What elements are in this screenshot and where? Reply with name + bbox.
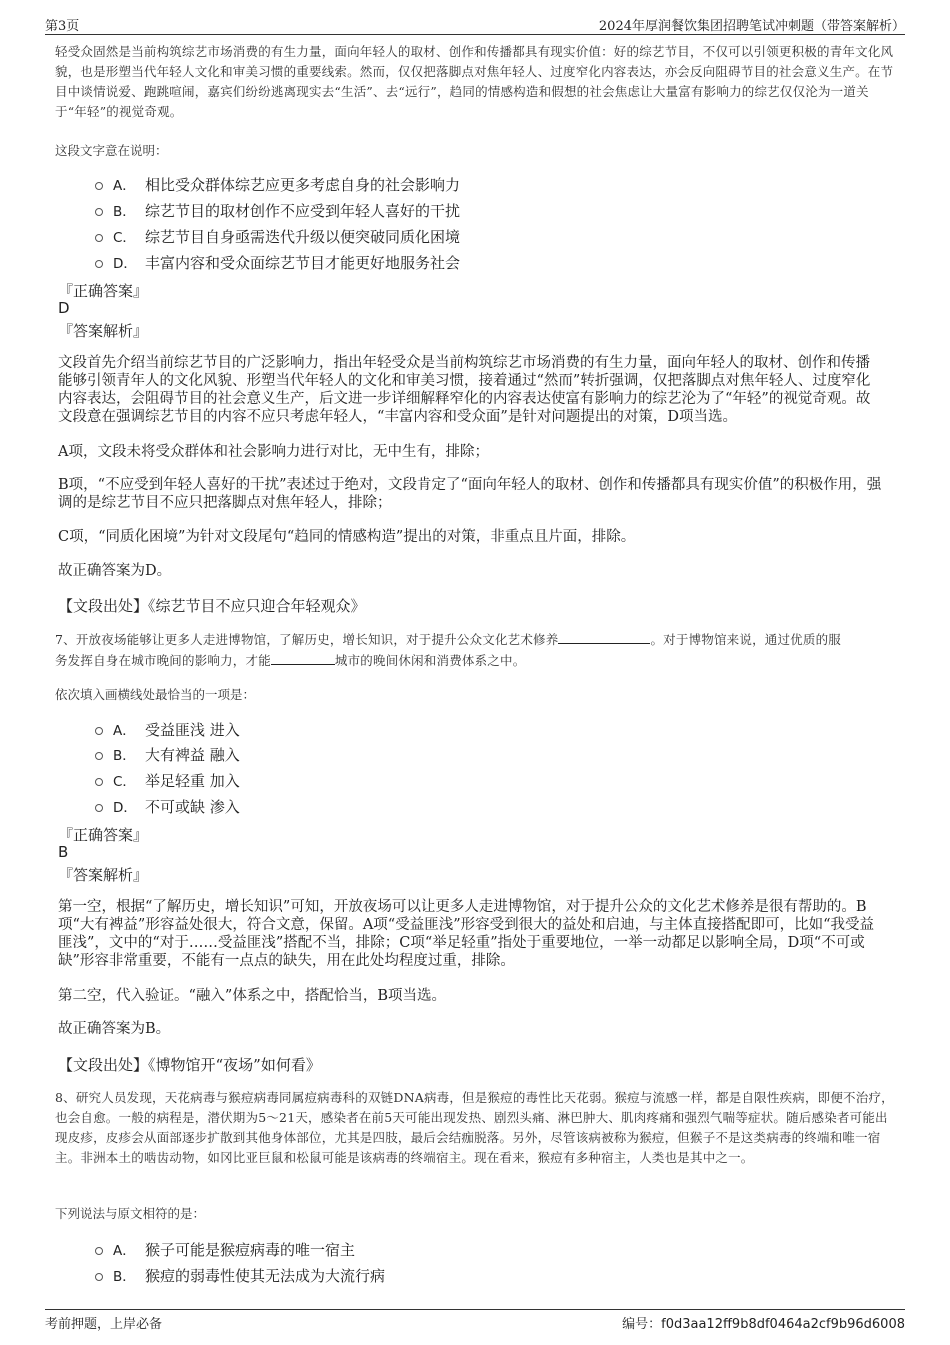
option-key: C． (113, 230, 136, 246)
option-key: A． (113, 178, 136, 194)
code-label: 编号： (622, 1317, 662, 1332)
q7-option-a[interactable] (95, 718, 240, 740)
q7-analysis-para: 故正确答案为B。 (58, 1021, 171, 1037)
source-label: 【文段出处】 (58, 597, 149, 615)
q7-question: 依次填入画横线处最恰当的一项是： (55, 687, 256, 702)
q7-stem-part: 。对于博物馆来说，通过优质的服 (650, 632, 841, 647)
q6-option-d[interactable] (95, 251, 460, 273)
document-title: 2024年厚润餐饮集团招聘笔试冲刺题（带答案解析） (598, 19, 905, 34)
radio-icon[interactable] (95, 804, 103, 812)
radio-icon[interactable] (95, 234, 103, 242)
q6-passage: 轻受众固然是当前构筑综艺市场消费的有生力量，面向年轻人的取材、创作和传播都具有现实价值：好的综艺节目，不仅可以引领更积极的青年文化风貌，也是形塑当代年轻人文化和审美习惯的重要线索。然而，仅仅把落脚点对焦年轻人、过度窄化内容表达，亦会反向阻碍节目的社会意义生产。在节目中谈情说爱、跑跳喧闹，嘉宾们纷纷逃离现实去“生活”、去“远行”，趋同的情感构造和假想的社会焦虑让大量富有影响力的综艺仅仅沦为一道关于“年轻”的视觉奇观。 (55, 44, 894, 119)
q6-option-b[interactable] (95, 199, 460, 221)
radio-icon[interactable] (95, 208, 103, 216)
radio-icon[interactable] (95, 182, 103, 190)
radio-icon[interactable] (95, 260, 103, 268)
option-text: 不可或缺 渗入 (145, 797, 240, 816)
q7-option-c[interactable] (95, 769, 240, 791)
option-text: 受益匪浅 进入 (145, 720, 240, 739)
q8-passage: 8、研究人员发现，天花病毒与猴痘病毒同属痘病毒科的双链DNA病毒，但是猴痘的毒性比天花弱。猴痘与流感一样，都是自限性疾病，即便不治疗，也会自愈。一般的病程是，潜伏期为5～21天，感染者在前5天可能出现发热、剧烈头痛、淋巴肿大、肌肉疼痛和强烈气喘等症状。随后感染者可能出现皮疹，皮疹会从面部逐步扩散到其他身体部位，尤其是四肢，最后会结痂脱落。另外，尽管该病被称为猴痘，但猴子不是这类病毒的终端和唯一宿主。非洲本土的啮齿动物，如冈比亚巨鼠和松鼠可能是该病毒的终端宿主。现在看来，猴痘有多种宿主，人类也是其中之一。 (55, 1090, 894, 1165)
q7-stem (55, 629, 895, 671)
q6-source (58, 595, 366, 616)
radio-icon[interactable] (95, 752, 103, 760)
page-header (45, 12, 905, 34)
option-key: B． (113, 748, 136, 764)
q7-stem-part: 城市的晚间休闲和消费体系之中。 (334, 653, 526, 668)
q7-stem-part: 7、开放夜场能够让更多人走进博物馆，了解历史，增长知识，对于提升公众文化艺术修养 (55, 632, 559, 647)
option-text: 综艺节目自身亟需迭代升级以便突破同质化困境 (145, 227, 461, 246)
document-code (622, 1313, 905, 1332)
footer-slogan: 考前押题，上岸必备 (45, 1317, 163, 1332)
q7-option-d[interactable] (95, 795, 240, 817)
q6-answer: D (58, 299, 70, 317)
q7-option-b[interactable] (95, 743, 240, 765)
option-key: D． (113, 256, 137, 272)
blank-line (558, 629, 650, 644)
source-label: 【文段出处】 (58, 1056, 149, 1074)
q6-analysis-para: 文段首先介绍当前综艺节目的广泛影响力，指出年轻受众是当前构筑综艺市场消费的有生力量，面向年轻人的取材、创作和传播能够引领青年人的文化风貌、形塑当代年轻人的文化和审美习惯，接着通过“然而”转折强调，仅把落脚点对焦年轻人、过度窄化内容表达，会阻碍节目的社会意义生产，后文进一步详细解释窄化的内容表达使富有影响力的综艺沦为了“年轻”的视觉奇观。故文段意在强调综艺节目的内容不应只考虑年轻人，“丰富内容和受众面”是针对问题提出的对策，D项当选。 (58, 355, 871, 425)
page-number: 第3页 (45, 19, 80, 34)
option-text: 举足轻重 加入 (145, 771, 240, 790)
option-key: B． (113, 204, 136, 220)
option-key: A． (113, 1243, 136, 1259)
q7-analysis-para: 第二空，代入验证。“融入”体系之中，搭配恰当，B项当选。 (58, 988, 446, 1004)
option-text: 大有裨益 融入 (145, 745, 240, 764)
q6-analysis-para: C项，“同质化困境”为针对文段尾句“趋同的情感构造”提出的对策，非重点且片面，排除。 (58, 529, 636, 545)
option-text: 丰富内容和受众面综艺节目才能更好地服务社会 (145, 253, 461, 272)
q6-option-a[interactable] (95, 173, 460, 195)
q7-answer: B (58, 843, 69, 861)
option-text: 综艺节目的取材创作不应受到年轻人喜好的干扰 (145, 201, 461, 220)
code-value: f0d3aa12ff9b8df0464a2cf9b96d6008 (661, 1317, 905, 1332)
q7-analysis-label: 『答案解析』 (58, 866, 149, 884)
radio-icon[interactable] (95, 1273, 103, 1281)
option-key: C． (113, 774, 136, 790)
source-title: 《综艺节目不应只迎合年轻观众》 (148, 597, 366, 615)
q7-stem-part: 务发挥自身在城市晚间的影响力，才能 (55, 653, 271, 668)
header-divider (45, 34, 905, 35)
option-text: 猴子可能是猴痘病毒的唯一宿主 (145, 1240, 356, 1259)
q6-question: 这段文字意在说明： (55, 143, 168, 158)
option-key: D． (113, 800, 137, 816)
q6-analysis-para: B项，“不应受到年轻人喜好的干扰”表述过于绝对，文段肯定了“面向年轻人的取材、创作和传播都具有现实价值”的积极作用，强调的是综艺节目不应只把落脚点对焦年轻人，排除； (58, 477, 882, 511)
radio-icon[interactable] (95, 1247, 103, 1255)
option-text: 相比受众群体综艺应更多考虑自身的社会影响力 (145, 175, 461, 194)
option-text: 猴痘的弱毒性使其无法成为大流行病 (145, 1266, 386, 1285)
q8-option-a[interactable] (95, 1238, 355, 1260)
option-key: A． (113, 723, 136, 739)
q6-option-c[interactable] (95, 225, 460, 247)
q6-analysis-para: 故正确答案为D。 (58, 563, 172, 579)
q7-source (58, 1054, 321, 1075)
footer-divider (45, 1309, 905, 1310)
q7-analysis-para: 第一空，根据“了解历史，增长知识”可知，开放夜场可以让更多人走进博物馆，对于提升公众的文化艺术修养是很有帮助的。B项“大有裨益”形容益处很大，符合文意，保留。A项“受益匪浅”形容受到很大的益处和启迪，与主体直接搭配即可，比如“我受益匪浅”，文中的“对于……受益匪浅”搭配不当，排除；C项“举足轻重”指处于重要地位，一举一动都足以影响全局，D项“不可或缺”形容非常重要，不能有一点点的缺失，用在此处均程度过重，排除。 (58, 899, 875, 969)
q7-answer-label: 『正确答案』 (58, 826, 149, 844)
q6-answer-label: 『正确答案』 (58, 282, 149, 300)
q6-analysis-label: 『答案解析』 (58, 322, 149, 340)
q8-option-b[interactable] (95, 1264, 385, 1286)
option-key: B． (113, 1269, 136, 1285)
q6-analysis-para: A项，文段未将受众群体和社会影响力进行对比，无中生有，排除； (58, 444, 489, 460)
radio-icon[interactable] (95, 778, 103, 786)
radio-icon[interactable] (95, 727, 103, 735)
q8-question: 下列说法与原文相符的是： (55, 1206, 206, 1221)
blank-line (271, 650, 335, 665)
source-title: 《博物馆开“夜场”如何看》 (148, 1056, 321, 1074)
